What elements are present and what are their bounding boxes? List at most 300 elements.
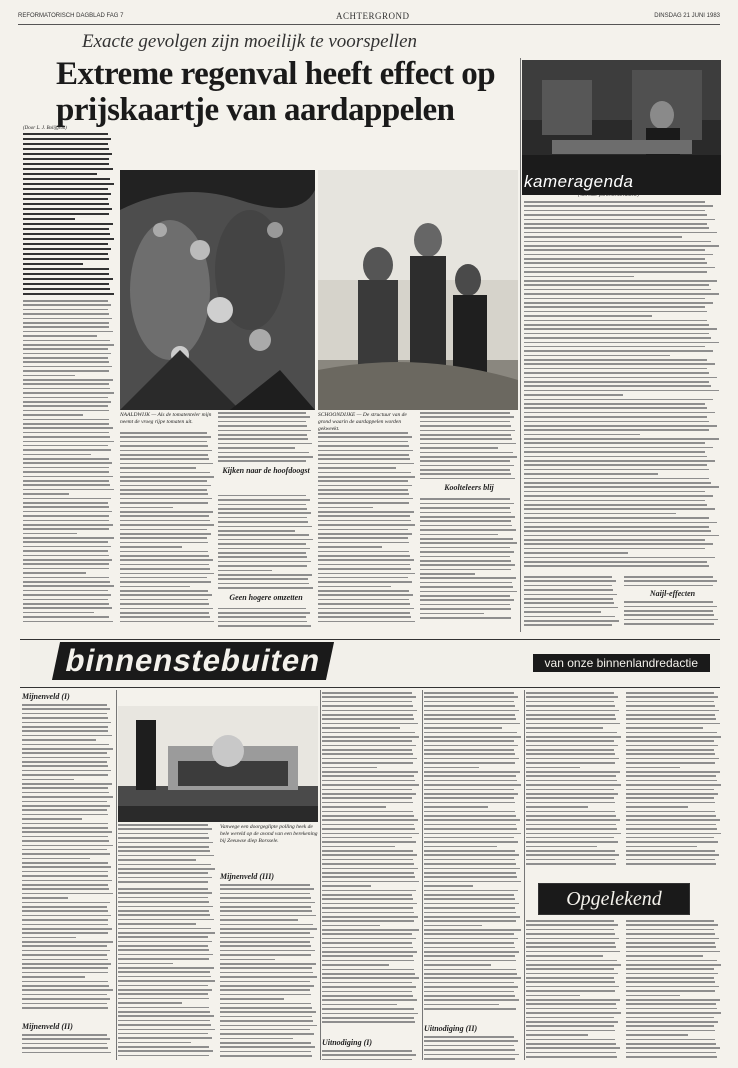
text-line <box>524 486 719 488</box>
text-line <box>626 863 716 865</box>
text-line <box>23 223 113 225</box>
text-line <box>120 533 211 535</box>
text-line <box>526 1030 615 1032</box>
text-line <box>420 582 512 584</box>
text-line <box>118 976 211 978</box>
text-line <box>23 353 111 355</box>
text-line <box>22 910 108 912</box>
text-line <box>23 616 109 618</box>
text-line <box>420 412 510 414</box>
text-line <box>218 561 311 563</box>
text-line <box>524 245 719 247</box>
text-line <box>420 608 511 610</box>
text-line <box>218 565 307 567</box>
text-line <box>526 815 616 817</box>
text-line <box>218 608 306 610</box>
text-line <box>524 517 709 519</box>
text-line <box>218 534 309 536</box>
text-line <box>424 718 516 720</box>
text-line <box>424 903 519 905</box>
text-line <box>524 456 707 458</box>
text-line <box>626 762 715 764</box>
text-line <box>23 193 111 195</box>
mijnenveld-2-heading: Mijnenveld (II) <box>22 1022 73 1031</box>
text-line <box>526 736 621 738</box>
text-line <box>424 740 514 742</box>
text-line <box>322 894 412 896</box>
text-line <box>22 717 108 719</box>
text-line <box>526 767 580 769</box>
text-line <box>424 701 514 703</box>
text-line <box>22 989 113 991</box>
text-line <box>626 1025 714 1027</box>
text-line <box>218 621 307 623</box>
column-rule <box>116 690 117 1060</box>
text-line <box>218 530 295 532</box>
text-line <box>22 959 108 961</box>
text-line <box>524 385 711 387</box>
text-line <box>118 906 213 908</box>
text-line <box>524 482 711 484</box>
text-line <box>526 797 614 799</box>
text-line <box>118 958 209 960</box>
text-line <box>322 863 414 865</box>
text-line <box>218 543 306 545</box>
article-byline: (Door L. J. Bolijgrok) <box>23 126 67 131</box>
text-line <box>524 594 617 596</box>
text-line <box>322 969 414 971</box>
text-line <box>23 410 109 412</box>
text-line <box>626 973 718 975</box>
text-line <box>420 586 513 588</box>
text-line <box>318 472 411 474</box>
text-line <box>424 784 521 786</box>
text-line <box>23 449 111 451</box>
text-line <box>322 977 419 979</box>
text-line <box>524 368 707 370</box>
text-line <box>420 465 514 467</box>
text-line <box>626 920 714 922</box>
text-line <box>220 910 312 912</box>
text-line <box>626 1056 717 1058</box>
text-line <box>420 591 517 593</box>
text-line <box>23 458 109 460</box>
text-line <box>526 705 615 707</box>
text-line <box>22 985 109 987</box>
text-line <box>626 771 720 773</box>
text-line <box>524 504 707 506</box>
text-line <box>220 976 317 978</box>
text-line <box>626 723 720 725</box>
text-line <box>218 508 307 510</box>
text-line <box>524 249 705 251</box>
text-line <box>322 881 419 883</box>
text-line <box>424 920 516 922</box>
text-line <box>526 1052 616 1054</box>
text-line <box>120 577 207 579</box>
text-line <box>22 972 108 974</box>
text-line <box>218 499 310 501</box>
text-line <box>22 1034 107 1036</box>
text-line <box>120 493 208 495</box>
text-line <box>22 893 113 895</box>
text-line <box>420 573 475 575</box>
text-line <box>218 421 306 423</box>
text-line <box>120 454 208 456</box>
text-line <box>322 850 413 852</box>
text-line <box>22 866 111 868</box>
text-line <box>626 784 721 786</box>
text-line <box>524 530 711 532</box>
text-line <box>524 425 717 427</box>
text-line <box>220 915 316 917</box>
text-line <box>626 736 721 738</box>
text-line <box>524 377 717 379</box>
text-line <box>626 833 721 835</box>
text-line <box>322 885 371 887</box>
text-line <box>420 425 511 427</box>
text-line <box>118 864 211 866</box>
text-line <box>23 515 109 517</box>
text-line <box>23 590 108 592</box>
text-line <box>22 818 82 820</box>
text-line <box>424 912 516 914</box>
text-line <box>424 710 519 712</box>
opgelekend-text-left <box>526 920 622 1062</box>
subhead-hoofdoogst: Kijken naar de hoofdoogst <box>222 465 310 475</box>
article-column-1 <box>23 300 115 630</box>
text-line <box>220 888 314 890</box>
text-line <box>524 258 705 260</box>
text-line <box>322 753 413 755</box>
text-line <box>120 476 214 478</box>
text-line <box>524 302 713 304</box>
text-line <box>120 581 211 583</box>
text-line <box>420 525 512 527</box>
text-line <box>23 288 110 290</box>
text-line <box>322 859 413 861</box>
text-line <box>526 995 580 997</box>
text-line <box>22 871 108 873</box>
text-line <box>322 789 412 791</box>
text-line <box>424 929 521 931</box>
text-line <box>23 427 113 429</box>
text-line <box>524 580 616 582</box>
text-line <box>220 954 311 956</box>
text-line <box>318 498 413 500</box>
text-line <box>218 460 306 462</box>
text-line <box>424 793 518 795</box>
text-line <box>526 938 619 940</box>
text-line <box>524 293 719 295</box>
text-line <box>23 594 111 596</box>
text-line <box>322 723 418 725</box>
text-line <box>626 815 716 817</box>
text-line <box>22 875 108 877</box>
text-line <box>218 434 307 436</box>
text-line <box>120 612 209 614</box>
text-line <box>424 841 518 843</box>
text-line <box>524 346 705 348</box>
text-line <box>322 771 418 773</box>
text-line <box>524 500 705 502</box>
text-line <box>322 705 413 707</box>
text-line <box>218 495 306 497</box>
text-line <box>322 767 377 769</box>
text-line <box>524 434 640 436</box>
text-line <box>526 1043 616 1045</box>
text-line <box>118 1007 209 1009</box>
text-line <box>23 550 108 552</box>
text-line <box>424 1036 514 1038</box>
text-line <box>23 188 108 190</box>
text-line <box>424 745 518 747</box>
text-line <box>120 599 208 601</box>
text-line <box>218 526 312 528</box>
text-line <box>420 534 498 536</box>
text-line <box>220 937 314 939</box>
text-line <box>22 853 110 855</box>
text-line <box>322 898 413 900</box>
binnenstebuiten-title: binnenstebuiten <box>52 642 334 680</box>
text-line <box>120 489 207 491</box>
text-line <box>524 205 713 207</box>
text-line <box>424 964 491 966</box>
text-line <box>23 555 109 557</box>
text-line <box>118 989 212 991</box>
text-line <box>23 383 109 385</box>
text-line <box>218 625 311 627</box>
article-column-3 <box>218 412 314 630</box>
text-line <box>120 515 209 517</box>
text-line <box>23 340 110 342</box>
text-line <box>22 840 109 842</box>
text-line <box>218 556 307 558</box>
text-line <box>424 999 519 1001</box>
text-line <box>318 476 415 478</box>
text-line <box>424 1045 514 1047</box>
text-line <box>424 872 516 874</box>
text-line <box>420 421 510 423</box>
text-line <box>120 621 214 623</box>
text-line <box>322 933 412 935</box>
text-line <box>626 1003 716 1005</box>
text-line <box>23 313 109 315</box>
text-line <box>23 401 111 403</box>
text-line <box>118 855 214 857</box>
text-line <box>22 862 108 864</box>
text-line <box>218 539 313 541</box>
text-line <box>626 740 714 742</box>
text-line <box>626 789 714 791</box>
text-line <box>424 767 479 769</box>
text-line <box>118 901 209 903</box>
text-line <box>524 320 707 322</box>
text-line <box>524 460 715 462</box>
text-line <box>23 248 111 250</box>
mijnenveld-1-heading: Mijnenveld (I) <box>22 692 70 701</box>
text-line <box>23 546 111 548</box>
text-line <box>624 623 714 625</box>
text-line <box>322 797 412 799</box>
text-line <box>420 604 510 606</box>
text-line <box>220 998 284 1000</box>
text-line <box>420 542 517 544</box>
text-line <box>424 824 516 826</box>
text-line <box>626 701 714 703</box>
text-line <box>322 806 386 808</box>
text-line <box>22 748 113 750</box>
text-line <box>218 587 313 589</box>
text-line <box>118 1020 210 1022</box>
text-line <box>524 535 719 537</box>
text-line <box>526 718 616 720</box>
text-line <box>626 819 720 821</box>
text-line <box>420 538 513 540</box>
text-line <box>420 560 511 562</box>
text-line <box>524 267 715 269</box>
text-line <box>526 981 615 983</box>
text-line <box>424 727 502 729</box>
text-line <box>322 955 413 957</box>
text-line <box>624 606 717 608</box>
text-line <box>420 564 515 566</box>
text-line <box>424 876 517 878</box>
text-line <box>626 924 718 926</box>
article-column-5 <box>420 412 518 630</box>
text-line <box>524 438 719 440</box>
text-line <box>23 168 113 170</box>
text-line <box>23 493 69 495</box>
text-line <box>526 762 615 764</box>
text-line <box>220 924 313 926</box>
text-line <box>318 616 411 618</box>
text-line <box>220 985 314 987</box>
text-line <box>526 960 617 962</box>
text-line <box>626 981 715 983</box>
text-line <box>524 416 707 418</box>
text-line <box>23 533 77 535</box>
text-line <box>318 599 409 601</box>
text-line <box>626 806 688 808</box>
text-line <box>526 806 588 808</box>
text-line <box>626 1039 715 1041</box>
text-line <box>318 564 410 566</box>
text-line <box>23 441 114 443</box>
subhead-naijl-effecten: Naijl-effecten <box>649 589 696 599</box>
text-line <box>526 753 615 755</box>
text-line <box>322 986 416 988</box>
text-line <box>424 916 520 918</box>
text-line <box>322 1021 415 1023</box>
text-line <box>118 837 209 839</box>
text-line <box>626 696 718 698</box>
text-line <box>120 472 210 474</box>
text-line <box>23 419 109 421</box>
text-line <box>424 833 521 835</box>
text-line <box>120 445 208 447</box>
text-line <box>322 718 414 720</box>
text-line <box>318 524 415 526</box>
text-line <box>23 379 113 381</box>
text-line <box>118 980 215 982</box>
text-line <box>322 868 418 870</box>
text-line <box>424 819 520 821</box>
text-line <box>118 910 209 912</box>
text-line <box>626 837 714 839</box>
text-line <box>524 311 707 313</box>
text-line <box>322 784 419 786</box>
text-line <box>23 273 109 275</box>
text-line <box>424 898 515 900</box>
text-line <box>322 947 413 949</box>
text-line <box>120 524 214 526</box>
text-line <box>118 1011 210 1013</box>
text-line <box>23 489 114 491</box>
text-line <box>626 859 715 861</box>
text-line <box>23 357 108 359</box>
text-line <box>22 1047 108 1049</box>
text-line <box>23 476 113 478</box>
text-line <box>23 423 109 425</box>
text-line <box>524 407 707 409</box>
text-line <box>118 1042 191 1044</box>
text-line <box>218 456 313 458</box>
text-line <box>318 581 412 583</box>
text-line <box>526 973 618 975</box>
column-rule <box>520 58 521 632</box>
text-line <box>318 502 409 504</box>
text-line <box>524 271 707 273</box>
text-line <box>526 732 617 734</box>
text-line <box>118 877 212 879</box>
text-line <box>120 616 210 618</box>
kameragenda-column <box>524 201 721 573</box>
text-line <box>318 493 409 495</box>
text-line <box>120 573 214 575</box>
text-line <box>322 824 414 826</box>
text-line <box>420 595 510 597</box>
text-line <box>524 342 719 344</box>
text-line <box>22 932 108 934</box>
text-line <box>22 836 108 838</box>
text-line <box>118 897 208 899</box>
text-line <box>23 293 114 295</box>
text-line <box>322 1017 414 1019</box>
text-line <box>420 551 514 553</box>
text-line <box>23 238 114 240</box>
text-line <box>322 942 412 944</box>
text-line <box>524 262 707 264</box>
text-line <box>420 456 517 458</box>
text-line <box>22 849 107 851</box>
text-line <box>218 425 307 427</box>
text-line <box>23 263 83 265</box>
text-line <box>318 568 411 570</box>
text-line <box>424 938 518 940</box>
text-line <box>220 1011 316 1013</box>
text-line <box>526 824 616 826</box>
text-line <box>526 828 617 830</box>
text-line <box>318 551 409 553</box>
text-line <box>322 951 417 953</box>
text-line <box>526 1017 614 1019</box>
text-line <box>626 745 718 747</box>
text-line <box>220 1033 314 1035</box>
text-line <box>624 580 717 582</box>
text-line <box>526 986 619 988</box>
text-line <box>322 1004 397 1006</box>
